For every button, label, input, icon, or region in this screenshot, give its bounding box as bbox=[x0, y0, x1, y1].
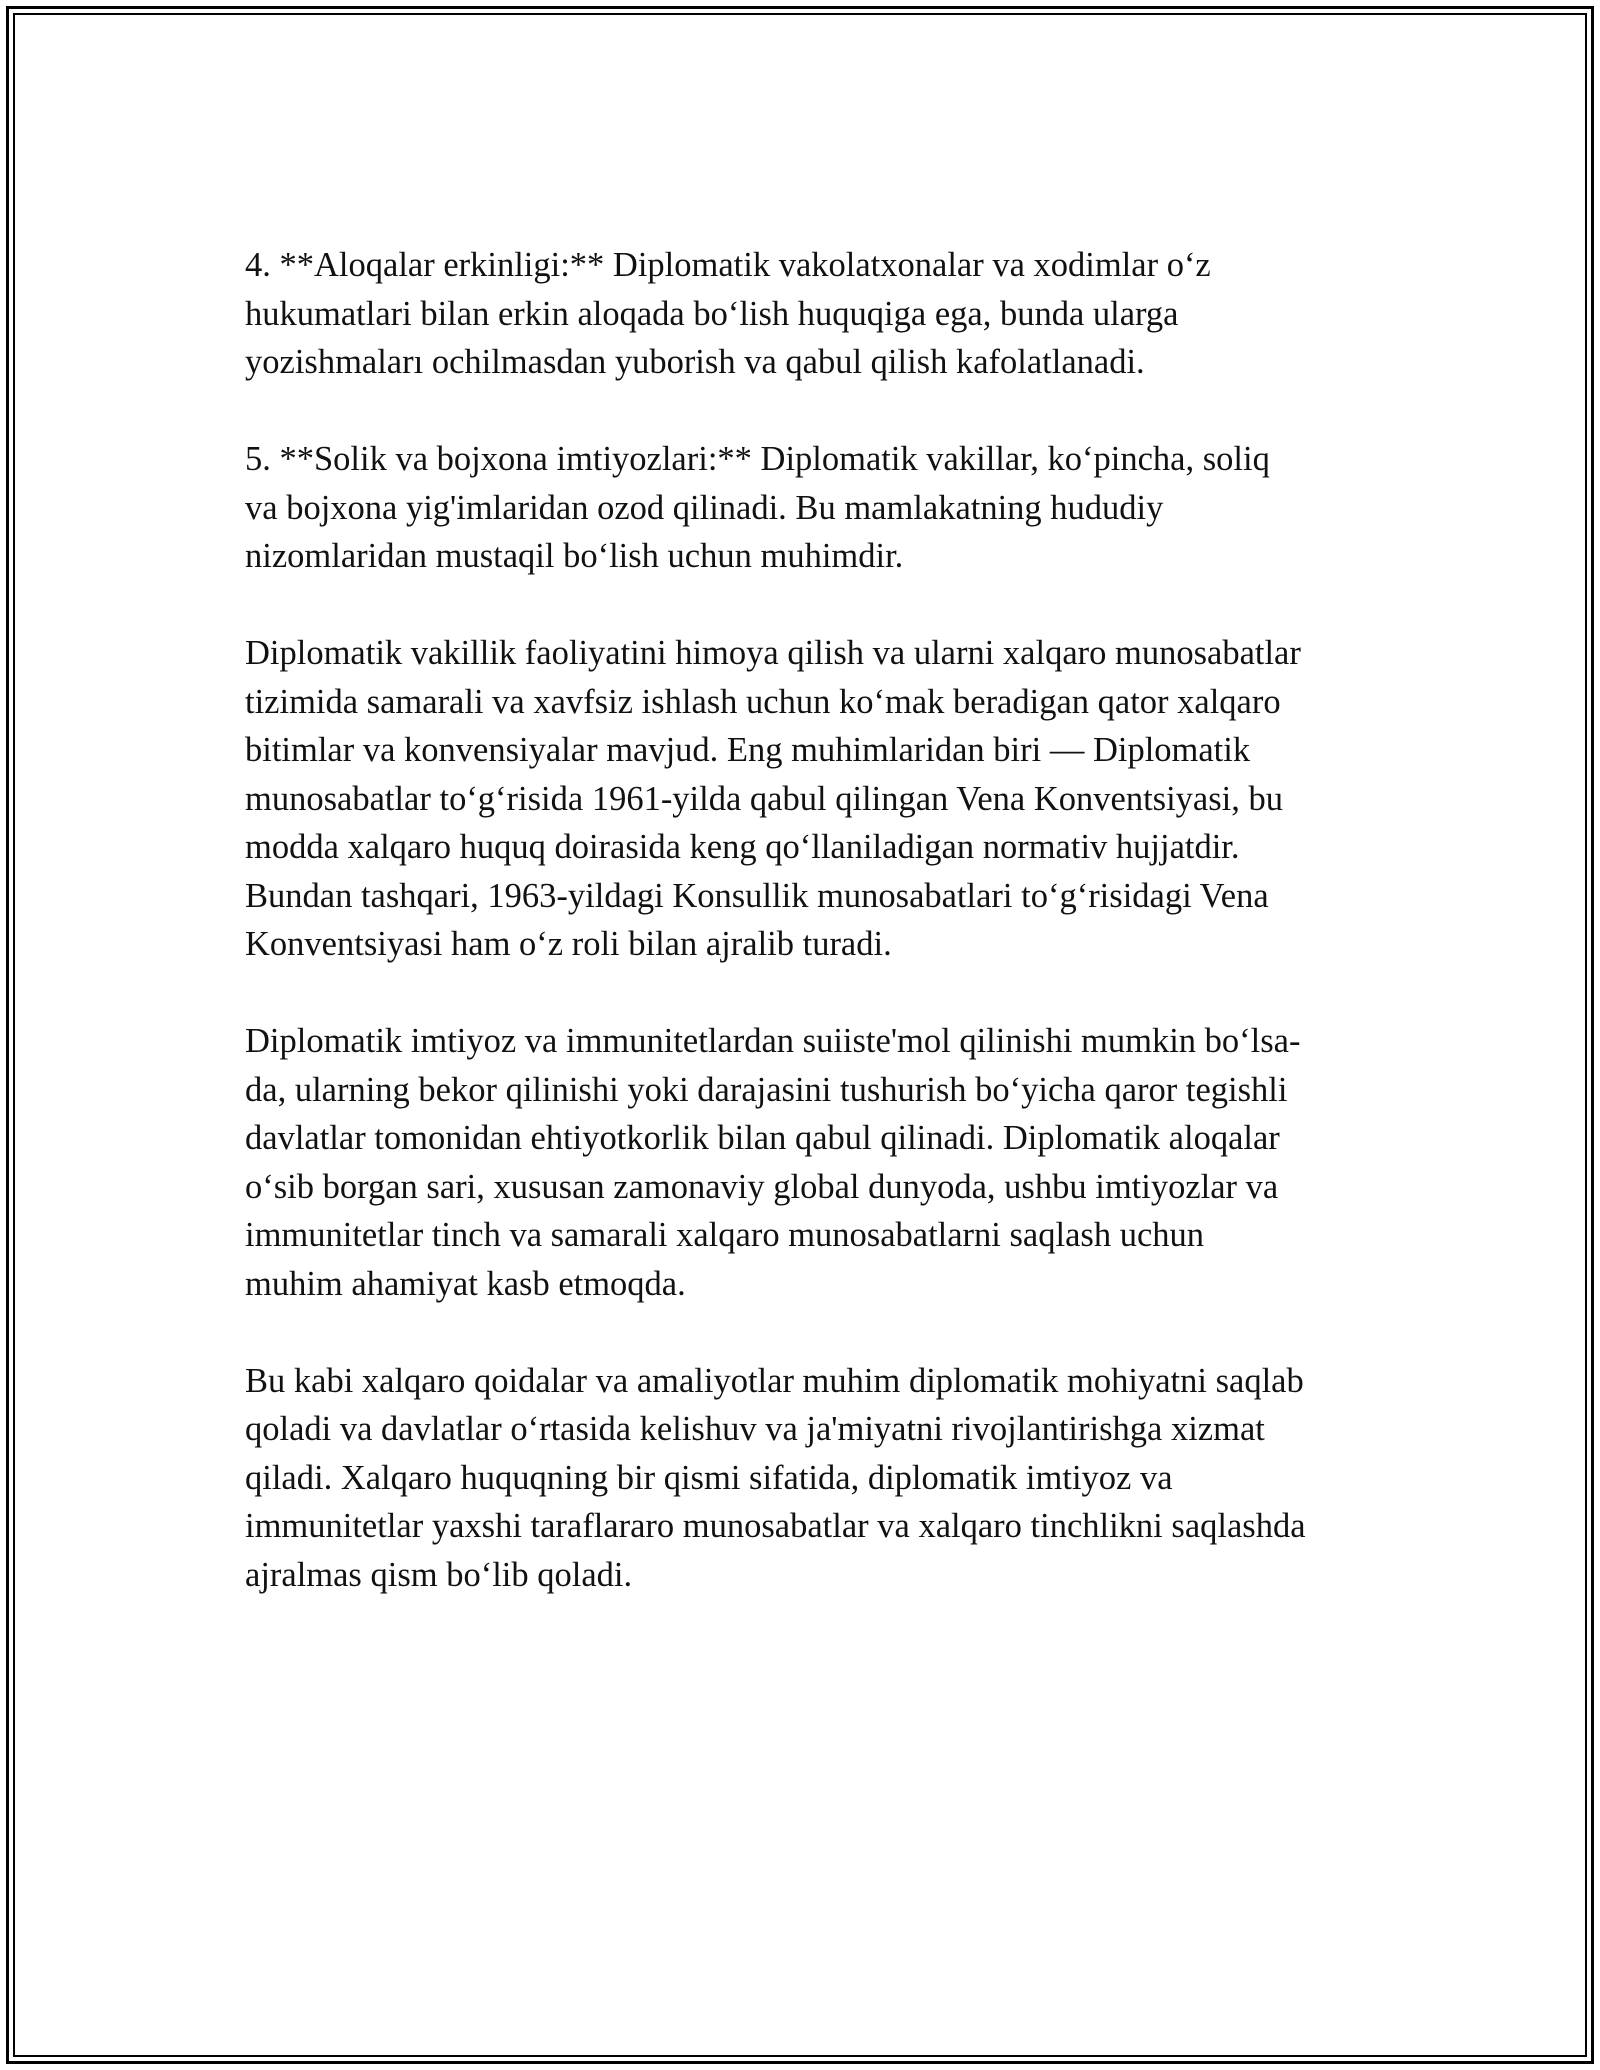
paragraph-tax-customs-privileges: 5. **Solik va bojxona imtiyozlari:** Diplomatik vakillar, ko‘pincha, soliq va bojxona yig'imlaridan ozod qilinadi. Bu mamlakatning hududiy nizomlaridan mustaqil bo‘lish uchun muhimdir. bbox=[245, 440, 1270, 575]
document-body bbox=[245, 241, 1395, 1648]
paragraph-international-conventions: Diplomatik vakillik faoliyatini himoya qilish va ularni xalqaro munosabatlar tizimida samarali va xavfsiz ishlash uchun ko‘mak beradigan qator xalqaro bitimlar va konvensiyalar mavjud. Eng muhimlaridan biri — Diplomatik munosabatlar to‘g‘risida 1961-yilda qabul qilingan Vena Konventsiyasi, bu modda xalqaro huquq doirasida keng qo‘llaniladigan normativ hujjatdir. Bundan tashqari, 1963-yildagi Konsullik munosabatlari to‘g‘risidagi Vena Konventsiyasi ham o‘z roli bilan ajralib turadi. bbox=[245, 634, 1301, 963]
paragraph-immunity-abuse: Diplomatik imtiyoz va immunitetlardan suiiste'mol qilinishi mumkin bo‘lsa- da, ularning bekor qilinishi yoki darajasini tushurish bo‘yicha qaror tegishli davlatlar tomonidan ehtiyotkorlik bilan qabul qilinadi. Diplomatik aloqalar o‘sib borgan sari, xususan zamonaviy global dunyoda, ushbu imtiyozlar va immunitetlar tinch va samarali xalqaro munosabatlarni saqlash uchun muhim ahamiyat kasb etmoqda. bbox=[245, 1022, 1301, 1303]
paragraph-conclusion: Bu kabi xalqaro qoidalar va amaliyotlar muhim diplomatik mohiyatni saqlab qoladi va davlatlar o‘rtasida kelishuv va ja'miyatni rivojlantirishga xizmat qiladi. Xalqaro huquqning bir qismi sifatida, diplomatik imtiyoz va immunitetlar yaxshi taraflararo munosabatlar va xalqaro tinchlikni saqlashda ajralmas qism bo‘lib qoladi. bbox=[245, 1361, 1306, 1594]
page-frame bbox=[6, 6, 1594, 2064]
paragraph-communication-freedom: 4. **Aloqalar erkinligi:** Diplomatik vakolatxonalar va xodimlar o‘z hukumatlari bilan erkin aloqada bo‘lish huquqiga ega, bunda ularga yozishmaları ochilmasdan yuborish va qabul qilish kafolatlanadi. bbox=[245, 246, 1211, 381]
